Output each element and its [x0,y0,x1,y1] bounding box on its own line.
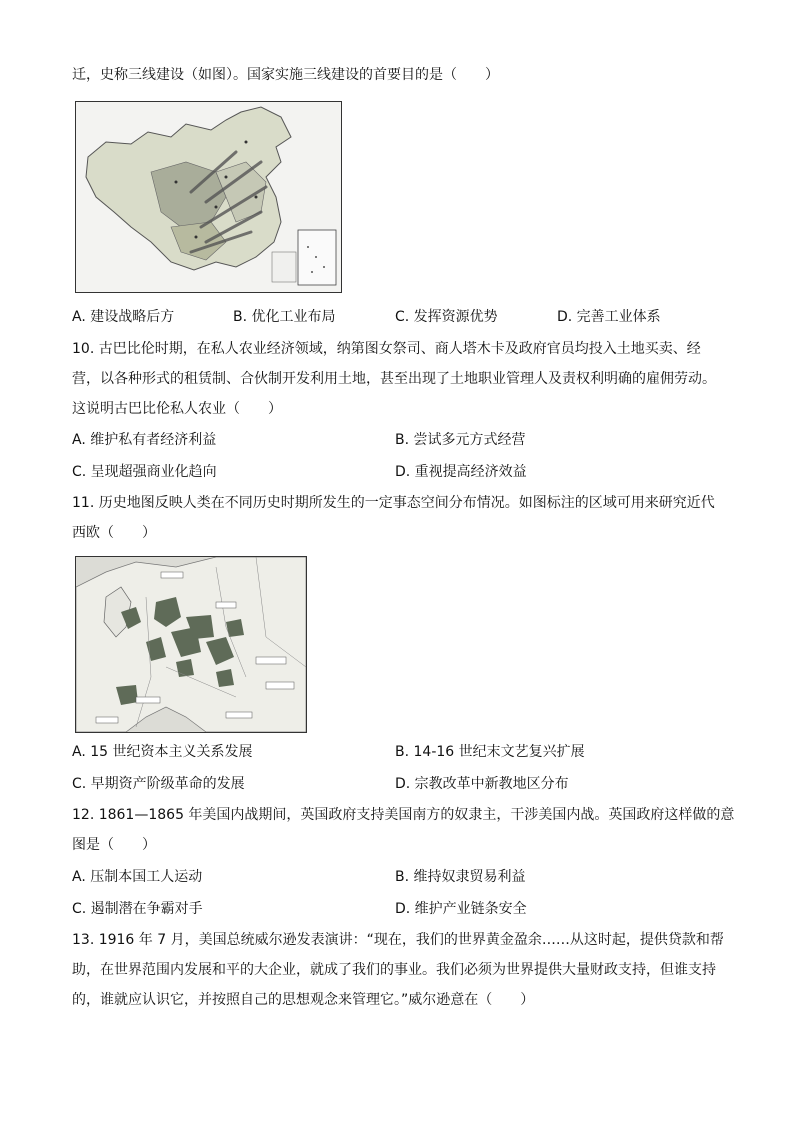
q12-option-b: B. 维持奴隶贸易利益 [395,869,526,885]
q9-option-a: A. 建设战略后方 [72,309,175,325]
q10-line-2: 营，以各种形式的租赁制、合伙制开发利用土地，甚至出现了土地职业管理人及责权利明确的雇佣劳动。 [72,371,716,387]
q12-option-d: D. 维护产业链条安全 [395,901,527,917]
q12-option-c: C. 遏制潜在争霸对手 [72,901,203,917]
q12-line-2: 图是（ ） [72,837,156,853]
q10-option-b: B. 尝试多元方式经营 [395,432,526,448]
china-third-front-map [75,101,342,293]
q11-option-a: A. 15 世纪资本主义关系发展 [72,744,253,760]
europe-map [75,556,307,733]
q9-option-b: B. 优化工业布局 [233,309,336,325]
q12-option-a: A. 压制本国工人运动 [72,869,203,885]
q13-line-1: 13. 1916 年 7 月，美国总统威尔逊发表演讲：“现在，我们的世界黄金盈余……从这时起，提供贷款和帮 [72,932,724,948]
q10-option-c: C. 呈现超强商业化趋向 [72,464,217,480]
q10-line-3: 这说明古巴比伦私人农业（ ） [72,401,282,417]
q10-option-a: A. 维护私有者经济利益 [72,432,217,448]
q11-option-c: C. 早期资产阶级革命的发展 [72,776,245,792]
q13-line-3: 的，谁就应认识它，并按照自己的思想观念来管理它。”威尔逊意在（ ） [72,992,535,1008]
q9-option-d: D. 完善工业体系 [557,309,661,325]
q10-line-1: 10. 古巴比伦时期，在私人农业经济领域，纳第图女祭司、商人塔木卡及政府官员均投入土地买卖、经 [72,341,701,357]
q9-option-c: C. 发挥资源优势 [395,309,498,325]
q11-option-d: D. 宗教改革中新教地区分布 [395,776,569,792]
q11-option-b: B. 14-16 世纪末文艺复兴扩展 [395,744,585,760]
europe-map-illustration [76,557,306,732]
q11-line-2: 西欧（ ） [72,525,156,541]
q12-line-1: 12. 1861—1865 年美国内战期间，英国政府支持美国南方的奴隶主，干涉美国内战。英国政府这样做的意 [72,807,735,823]
q11-line-1: 11. 历史地图反映人类在不同历史时期所发生的一定事态空间分布情况。如图标注的区域可用来研究近代 [72,495,715,511]
q9-stem-tail: 迁，史称三线建设（如图）。国家实施三线建设的首要目的是（ ） [72,67,499,83]
q13-line-2: 助，在世界范围内发展和平的大企业，就成了我们的事业。我们必须为世界提供大量财政支持，但谁支持 [72,962,716,978]
q10-option-d: D. 重视提高经济效益 [395,464,527,480]
china-map-illustration [76,102,341,292]
